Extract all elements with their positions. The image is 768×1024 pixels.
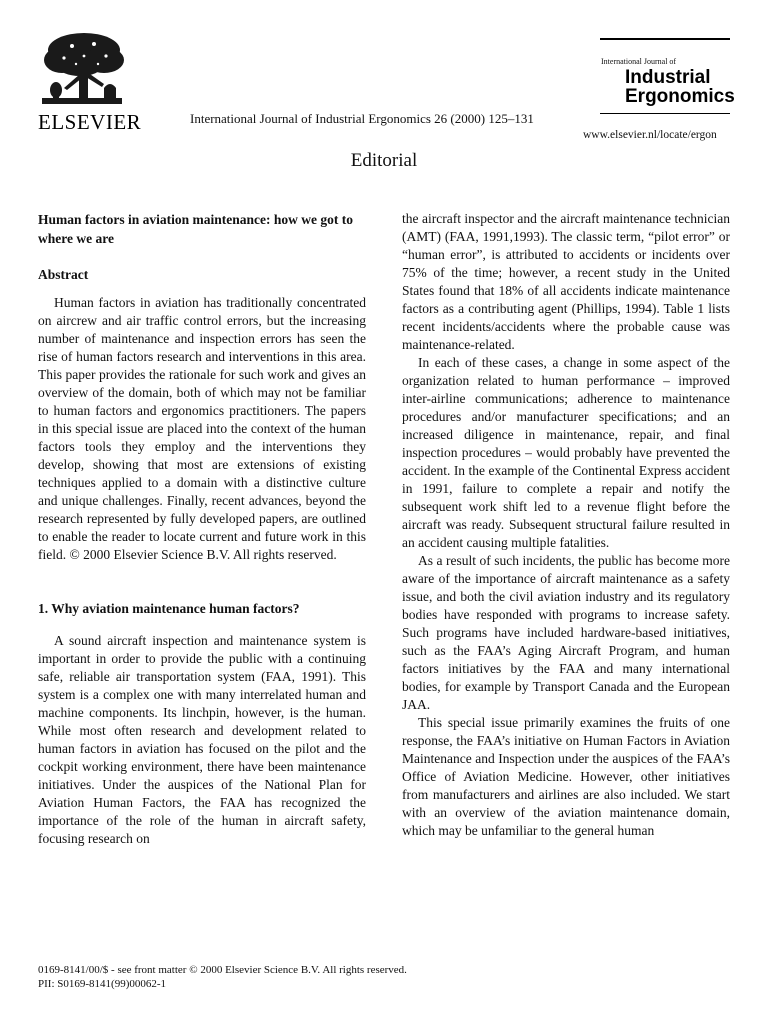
publisher-name: ELSEVIER	[38, 110, 142, 134]
section1-paragraph: A sound aircraft inspection and maintenance system is important in order to provide the public with a continuing safe, reliable air transportation system (FAA, 1991). This system is a complex one with many interrelated human and machine components. Its linchpin, however, is the human. While most often research and development related to human factors in aviation has focused on the pilot and the cockpit working environment, there have been maintenance initiatives. Under the auspices of the National Plan for Aviation Human Factors, the FAA has recognized the importance of the role of the human in aircraft safety, focusing research on	[38, 633, 366, 846]
section1-heading: 1. Why aviation maintenance human factors?	[38, 601, 300, 616]
footer	[38, 963, 407, 991]
right-paragraph-4: This special issue primarily examines the fruits of one response, the FAA’s initiative on Human Factors in Aviation Maintenance and Inspection under the auspices of the FAA’s Office of Aviation Medicine. However, other initiatives from manufacturers and airlines are also included. We start with an overview of the aviation maintenance domain, which may be unfamiliar to the general human	[402, 715, 730, 838]
article-title: Human factors in aviation maintenance: how we got to where we are	[38, 212, 353, 246]
footer-pii: PII: S0169-8141(99)00062-1	[38, 978, 167, 990]
journal-citation: International Journal of Industrial Ergonomics 26 (2000) 125–131	[190, 111, 534, 126]
section-heading-editorial: Editorial	[350, 150, 418, 171]
right-paragraph-2: In each of these cases, a change in some aspect of the organization related to human performance – improved inter-airline communications; adherence to maintenance procedures and/or manufacturer specifications; and an increased diligence in maintenance, repair, and final inspection procedures – would probably have prevented the accident. In the example of the Continental Express accident in 1991, failure to complete a repair and notify the subsequent work shift led to a revenue flight before the aircraft was ready. Subsequent structural failure resulted in an accident causing multiple fatalities.	[402, 355, 730, 550]
journal-url-link[interactable]: www.elsevier.nl/locate/ergon	[583, 129, 717, 141]
header-rule-bottom	[600, 113, 730, 114]
right-paragraph-1: the aircraft inspector and the aircraft maintenance technician (AMT) (FAA, 1991,1993). The classic term, “pilot error” or “human error”, is attributed to accidents or incidents over 75% of the time; however, a recent study in the United States found that 18% of all accidents indicate maintenance factors as a contributing agent (Phillips, 1994). Table 1 lists recent incidents/accidents where the probable cause was maintenance-related.	[402, 211, 730, 352]
journal-brand-line1: Industrial	[625, 67, 711, 88]
journal-brand-small: International Journal of	[601, 57, 677, 66]
journal-brand-line2: Ergonomics	[625, 86, 735, 107]
elsevier-tree-logo-icon	[34, 30, 130, 110]
footer-copyright: 0169-8141/00/$ - see front matter © 2000 Elsevier Science B.V. All rights reserved.	[38, 964, 407, 976]
abstract-text: Human factors in aviation has traditionally concentrated on aircrew and air traffic control errors, but the increasing number of maintenance and inspection errors has seen the rise of human factors research and interventions in this area. This paper provides the rationale for such work and gives an overview of the domain, both of which may not be familiar to human factors and ergonomics practitioners. The papers in this special issue are placed into the context of the human factors tools they employ and the interventions they develop, showing that most are extensions of existing techniques applied to a domain with a distinctive culture and unique challenges. Finally, recent advances, beyond the research represented by fully developed papers, are outlined to enable the reader to locate current and future work in this field. © 2000 Elsevier Science B.V. All rights reserved.	[38, 295, 366, 562]
abstract-heading: Abstract	[38, 267, 89, 282]
right-paragraph-3: As a result of such incidents, the public has become more aware of the importance of aircraft maintenance as a safety issue, and both the civil aviation industry and its regulatory bodies have responded with programs to increase safety. Such programs have included hardware-based initiatives, such as the FAA’s Aging Aircraft Program, and human factors initiatives by the FAA and many international bodies, for example by Transport Canada and the European JAA.	[402, 553, 730, 712]
header-rule-top	[600, 38, 730, 40]
left-column	[38, 210, 366, 848]
right-column	[402, 210, 730, 840]
